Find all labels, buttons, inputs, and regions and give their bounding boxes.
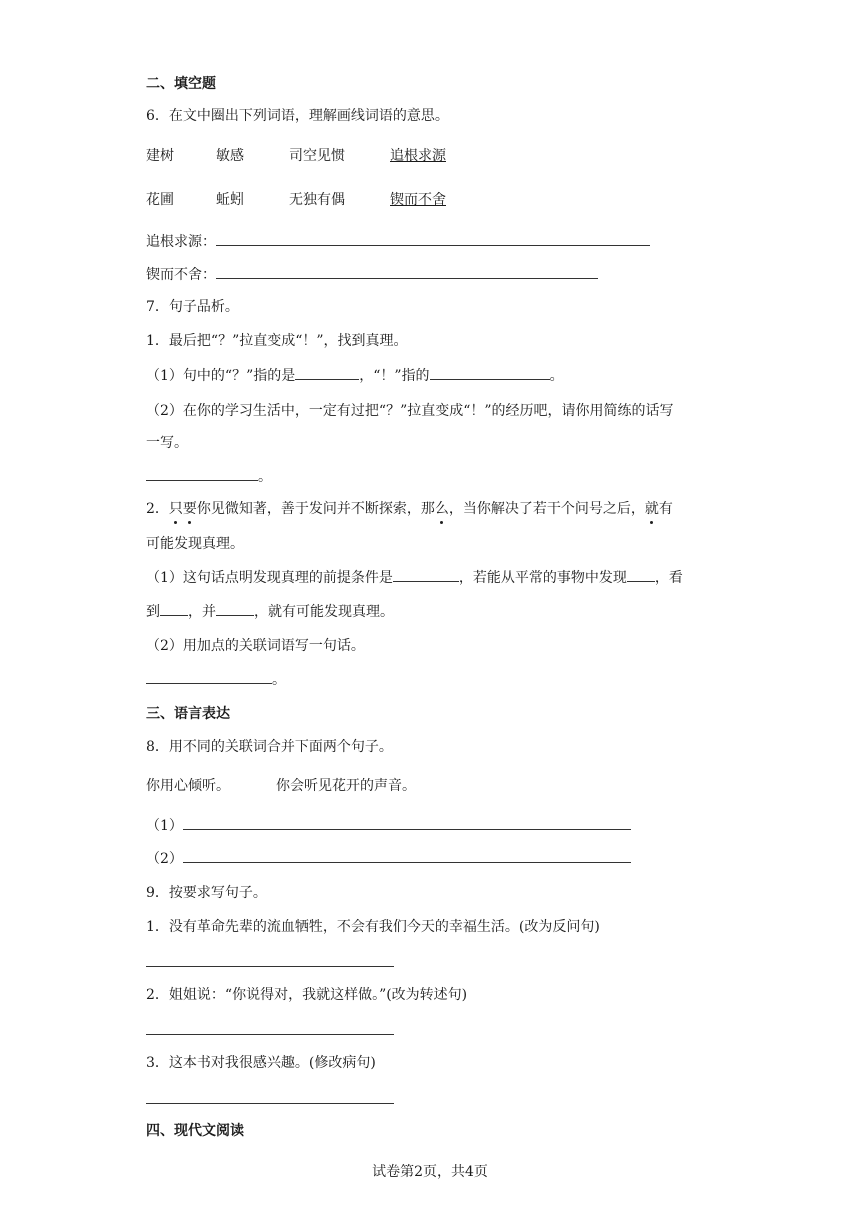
text: ，若能从平常的事物中发现: [458, 570, 627, 586]
text: 2．: [146, 501, 169, 517]
text: ，看: [654, 570, 683, 586]
question-9-item-2: 2．姐姐说：“你说得对，我就这样做。”(改为转述句): [146, 987, 468, 1003]
answer-line-1-2: [146, 468, 272, 486]
text: 。: [549, 368, 564, 384]
question-9-item-3: 3．这本书对我很感兴趣。(修改病句): [146, 1055, 376, 1071]
text: ，并: [188, 604, 216, 620]
dotted-char: 么: [434, 501, 449, 517]
answer-blank[interactable]: [216, 266, 598, 279]
word-jianshu: 建树: [146, 148, 174, 164]
answer-line-9-2[interactable]: [146, 1034, 394, 1035]
answer-blank[interactable]: [627, 569, 655, 582]
question-6-prompt: 6．在文中圈出下列词语，理解画线词语的意思。: [146, 108, 449, 124]
word-qieerbushe-underlined: 锲而不舍: [390, 192, 446, 208]
answer-line-9-1[interactable]: [146, 966, 394, 967]
section-title-language-expression: 三、语言表达: [146, 706, 230, 722]
answer-line-2-2: [146, 671, 286, 689]
word-huapu: 花圃: [146, 192, 174, 208]
sentence-2-line1: [146, 500, 673, 518]
text: 。: [258, 469, 272, 485]
answer-blank[interactable]: [146, 671, 272, 684]
sentence-2-line2: 可能发现真理。: [146, 536, 244, 552]
question-8-prompt: 8．用不同的关联词合并下面两个句子。: [146, 739, 393, 755]
answer-label: 锲而不舍：: [146, 267, 216, 283]
text: ，“！”指的: [359, 368, 430, 384]
answer-line-qieerbushe: [146, 266, 598, 284]
section-title-modern-reading: 四、现代文阅读: [146, 1123, 244, 1139]
text: （1）句中的“？”指的是: [146, 368, 296, 384]
text: （2）: [146, 851, 183, 867]
text: 。: [272, 672, 286, 688]
word-mingan: 敏感: [216, 148, 244, 164]
sub-question-2-1-line2: [146, 603, 394, 621]
answer-label: 追根求源：: [146, 234, 216, 250]
answer-blank[interactable]: [146, 468, 258, 481]
sub-question-2-1-line1: [146, 569, 683, 587]
answer-line-8-1: [146, 817, 631, 835]
question-9-prompt: 9．按要求写句子。: [146, 885, 267, 901]
answer-blank[interactable]: [393, 569, 459, 582]
section-title-fill-blank: 二、填空题: [146, 76, 216, 92]
answer-line-9-3[interactable]: [146, 1103, 394, 1104]
answer-line-8-2: [146, 850, 631, 868]
text: ，当你解决了若干个问号之后，: [448, 501, 645, 517]
sub-question-1-1: [146, 367, 564, 385]
sentence-1: 1．最后把“？”拉直变成“！”，找到真理。: [146, 333, 408, 349]
sub-question-1-2-line2: 一写。: [146, 435, 188, 451]
sentence-b: 你会听见花开的声音。: [276, 778, 416, 794]
text: （1）这句话点明发现真理的前提条件是: [146, 570, 393, 586]
text: 到: [146, 604, 160, 620]
dotted-char: 只: [168, 501, 183, 517]
answer-blank[interactable]: [430, 367, 550, 380]
answer-blank[interactable]: [160, 603, 188, 616]
text: 你见微知著，善于发问并不断探索，那: [196, 501, 435, 517]
answer-blank[interactable]: [216, 233, 650, 246]
sentence-a: 你用心倾听。: [146, 778, 230, 794]
answer-blank[interactable]: [216, 603, 254, 616]
text: （1）: [146, 818, 183, 834]
dotted-char: 要: [182, 501, 197, 517]
question-9-item-1: 1．没有革命先辈的流血牺牲，不会有我们今天的幸福生活。(改为反问句): [146, 919, 600, 935]
word-zhuigenqiuyuan-underlined: 追根求源: [390, 148, 446, 164]
sub-question-1-2-line1: （2）在你的学习生活中，一定有过把“？”拉直变成“！”的经历吧，请你用简练的话写: [146, 403, 674, 419]
page-footer: 试卷第2页，共4页: [372, 1164, 488, 1180]
word-sikongjianguan: 司空见惯: [289, 148, 345, 164]
sub-question-2-2: （2）用加点的关联词语写一句话。: [146, 638, 365, 654]
text: 有: [658, 501, 673, 517]
word-qiuyin: 蚯蚓: [216, 192, 244, 208]
answer-blank[interactable]: [295, 367, 359, 380]
dotted-char: 就: [644, 501, 659, 517]
word-wuduyouou: 无独有偶: [289, 192, 345, 208]
question-7-prompt: 7．句子品析。: [146, 299, 239, 315]
answer-blank[interactable]: [183, 850, 631, 863]
answer-line-zhuigenqiuyuan: [146, 233, 650, 251]
text: ，就有可能发现真理。: [254, 604, 394, 620]
answer-blank[interactable]: [183, 817, 631, 830]
